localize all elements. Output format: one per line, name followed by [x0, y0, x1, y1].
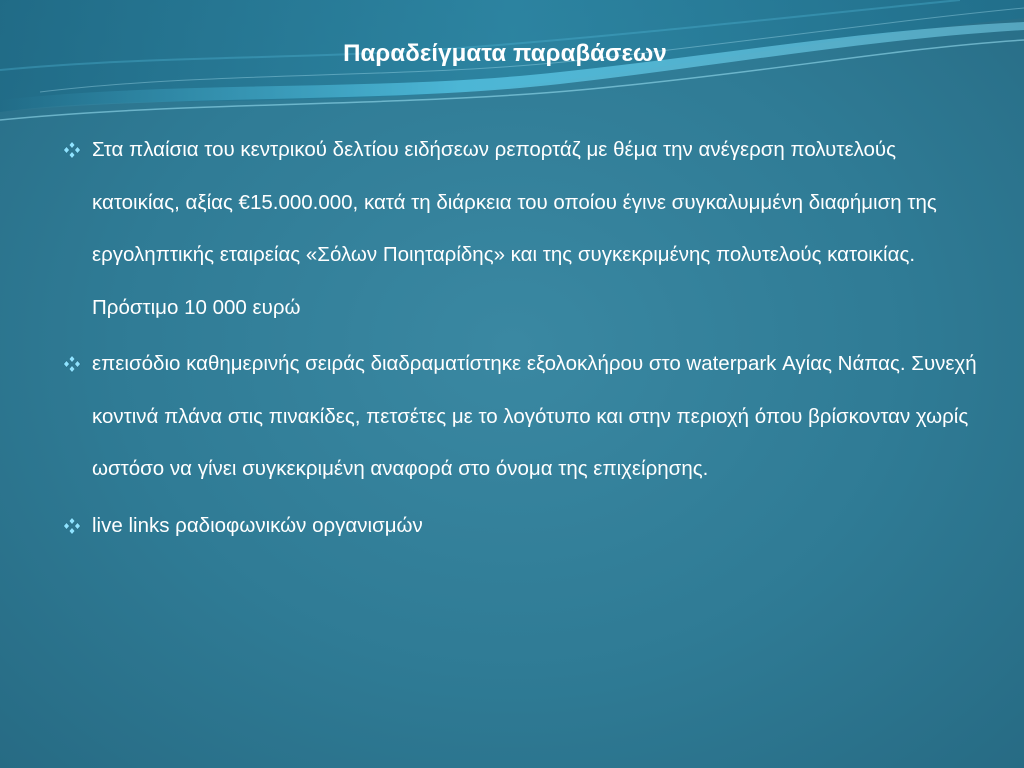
bullet-item — [62, 500, 982, 553]
bullet-text: Στα πλαίσια του κεντρικού δελτίου ειδήσεων ρεπορτάζ με θέμα την ανέγερση πολυτελούς κατοικίας, αξίας €15.000.000, κατά τη διάρκεια του οποίου έγινε συγκαλυμμένη διαφήμιση της εργοληπτικής εταιρείας «Σόλων Ποιηταρίδης» και της συγκεκριμένης πολυτελούς κατοικίας. Πρόστιμο 10 000 ευρώ — [92, 138, 937, 319]
diamond-bullet-icon — [62, 355, 82, 373]
bullet-text: επεισόδιο καθημερινής σειράς διαδραματίστηκε εξολοκλήρου στο waterpark Αγίας Νάπας. Συνεχή κοντινά πλάνα στις πινακίδες, πετσέτες με το λογότυπο και στην περιοχή όπου βρίσκονταν χωρίς ωστόσο να γίνει συγκεκριμένη αναφορά στο όνομα της επιχείρησης. — [92, 352, 977, 480]
diamond-bullet-icon — [62, 141, 82, 159]
bullet-item — [62, 338, 982, 496]
bullet-list — [62, 124, 982, 552]
bullet-text: live links ραδιοφωνικών οργανισμών — [92, 513, 423, 537]
decorative-wave-header — [0, 0, 1024, 140]
diamond-bullet-icon — [62, 517, 82, 535]
slide-title: Παραδείγματα παραβάσεων — [343, 40, 667, 67]
bullet-item — [62, 124, 982, 334]
